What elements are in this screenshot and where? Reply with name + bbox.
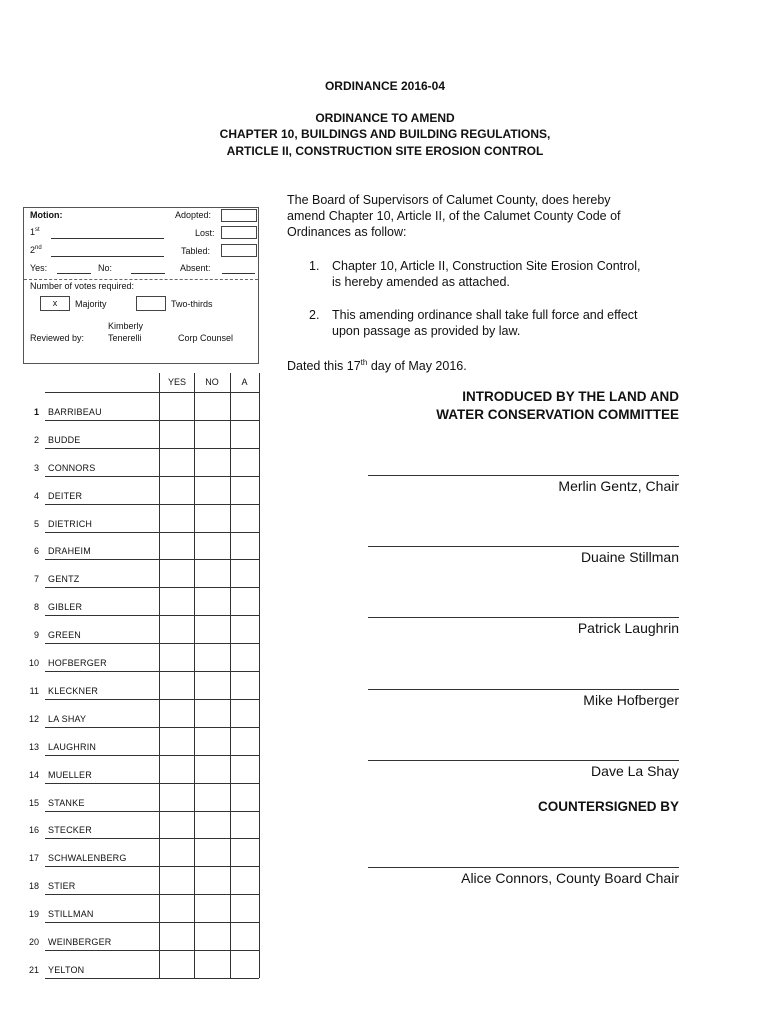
- item-2-number: 2.: [309, 308, 320, 322]
- table-column-line: [259, 373, 260, 978]
- two-thirds-label: Two-thirds: [171, 299, 213, 309]
- table-row-line: [45, 532, 259, 533]
- row-number: 8: [33, 602, 39, 613]
- member-name: BUDDE: [48, 434, 81, 445]
- title-line-3: ARTICLE II, CONSTRUCTION SITE EROSION CONTROL: [226, 144, 544, 158]
- row-number: 5: [33, 518, 39, 529]
- countersigned-label: COUNTERSIGNED BY: [537, 799, 679, 814]
- table-row-line: [45, 476, 259, 477]
- member-name: GENTZ: [48, 574, 80, 585]
- row-number: 3: [33, 462, 39, 473]
- title-line-1: ORDINANCE TO AMEND: [315, 111, 455, 125]
- no-line: [131, 273, 165, 274]
- row-number: 14: [28, 769, 39, 780]
- votes-required-label: Number of votes required:: [30, 281, 135, 291]
- motion-label: Motion:: [30, 210, 63, 220]
- yes-label: Yes:: [30, 263, 48, 273]
- row-number: 19: [28, 909, 39, 920]
- table-row-line: [45, 448, 259, 449]
- majority-label: Majority: [75, 299, 107, 309]
- countersigner-name: Alice Connors, County Board Chair: [461, 870, 679, 886]
- signature-line: [368, 760, 679, 761]
- row-number: 13: [28, 741, 39, 752]
- member-name: GREEN: [48, 630, 82, 641]
- row-number: 6: [33, 546, 39, 557]
- item-2-line-1: This amending ordinance shall take full force and effect: [332, 308, 638, 322]
- member-name: YELTON: [48, 964, 85, 975]
- introduced-by-line-2: WATER CONSERVATION COMMITTEE: [436, 407, 679, 422]
- member-name: HOFBERGER: [48, 658, 107, 668]
- lost-label: Lost:: [195, 228, 215, 238]
- reviewer-role: Corp Counsel: [178, 333, 234, 343]
- reviewer-last-name: Tenerelli: [108, 333, 142, 343]
- table-row-line: [45, 420, 259, 421]
- row-number: 17: [28, 853, 39, 864]
- table-row-line: [45, 504, 259, 505]
- col-header-absent: A: [241, 377, 248, 387]
- row-number: 20: [28, 937, 39, 947]
- second-label: 2nd: [30, 245, 42, 255]
- signer-name: Mike Hofberger: [583, 692, 679, 708]
- reviewed-by-label: Reviewed by:: [30, 333, 85, 343]
- table-row-line: [45, 783, 259, 784]
- table-column-line: [159, 373, 160, 978]
- signature-line: [368, 617, 679, 618]
- row-number: 4: [33, 490, 39, 501]
- item-1-number: 1.: [309, 259, 320, 273]
- col-header-yes: YES: [167, 377, 186, 387]
- row-number: 11: [29, 685, 39, 696]
- second-line: [51, 256, 164, 257]
- table-header-line: [45, 392, 259, 393]
- row-number: 2: [33, 434, 39, 445]
- row-number: 12: [28, 713, 39, 724]
- table-row-line: [45, 978, 259, 979]
- first-label: 1st: [30, 227, 40, 237]
- title-line-2: CHAPTER 10, BUILDINGS AND BUILDING REGULATIONS,: [219, 127, 551, 141]
- member-name: LA SHAY: [48, 713, 87, 724]
- table-row-line: [45, 671, 259, 672]
- member-name: GIBLER: [48, 602, 83, 613]
- signature-line: [368, 546, 679, 547]
- row-number: 7: [33, 574, 39, 585]
- table-row-line: [45, 559, 259, 560]
- member-name: DIETRICH: [48, 518, 93, 529]
- item-1-line-1: Chapter 10, Article II, Construction Site Erosion Control,: [332, 259, 641, 273]
- signer-name: Dave La Shay: [591, 763, 679, 779]
- row-number: 15: [28, 797, 39, 808]
- no-label: No:: [98, 263, 113, 273]
- signer-name: Merlin Gentz, Chair: [558, 478, 679, 494]
- intro-line-1: The Board of Supervisors of Calumet County, does hereby: [287, 193, 611, 207]
- item-1-line-2: is hereby amended as attached.: [332, 275, 510, 289]
- table-row-line: [45, 922, 259, 923]
- table-row-line: [45, 811, 259, 812]
- adopted-label: Adopted:: [175, 210, 212, 220]
- ordinance-number: ORDINANCE 2016-04: [324, 79, 446, 93]
- table-row-line: [45, 950, 259, 951]
- member-name: BARRIBEAU: [48, 406, 102, 417]
- member-name: STANKE: [48, 797, 85, 808]
- table-row-line: [45, 615, 259, 616]
- table-row-line: [45, 699, 259, 700]
- member-name: WEINBERGER: [48, 937, 112, 947]
- intro-line-2: amend Chapter 10, Article II, of the Calumet County Code of: [287, 209, 621, 223]
- intro-line-3: Ordinances as follow:: [287, 225, 407, 239]
- table-row-line: [45, 587, 259, 588]
- member-name: KLECKNER: [48, 685, 99, 696]
- reviewer-first-name: Kimberly: [108, 321, 144, 331]
- member-name: STIER: [48, 881, 76, 892]
- table-row-line: [45, 727, 259, 728]
- dated-line: Dated this 17th day of May 2016.: [287, 358, 467, 374]
- first-line: [51, 238, 164, 239]
- row-number: 1: [33, 406, 39, 417]
- table-row-line: [45, 643, 259, 644]
- member-name: MUELLER: [48, 769, 92, 780]
- signer-name: Patrick Laughrin: [577, 620, 679, 636]
- tabled-label: Tabled:: [181, 246, 211, 256]
- member-name: LAUGHRIN: [48, 741, 97, 752]
- table-row-line: [45, 838, 259, 839]
- member-name: DEITER: [48, 490, 83, 501]
- dashed-separator: [24, 279, 258, 280]
- signature-line: [368, 867, 679, 868]
- table-column-line: [230, 373, 231, 978]
- introduced-by-line-1: INTRODUCED BY THE LAND AND: [462, 389, 679, 404]
- tabled-box: [221, 244, 257, 257]
- member-name: CONNORS: [48, 462, 96, 473]
- item-2-line-2: upon passage as provided by law.: [332, 324, 521, 338]
- member-name: STILLMAN: [48, 909, 94, 920]
- table-row-line: [45, 894, 259, 895]
- absent-line: [222, 273, 255, 274]
- table-row-line: [45, 866, 259, 867]
- yes-line: [57, 273, 91, 274]
- absent-label: Absent:: [180, 263, 211, 273]
- signature-line: [368, 689, 679, 690]
- member-name: DRAHEIM: [48, 546, 91, 557]
- motion-box: [23, 207, 259, 364]
- signer-name: Duaine Stillman: [580, 549, 679, 565]
- table-column-line: [194, 373, 195, 978]
- signature-line: [368, 475, 679, 476]
- member-name: STECKER: [48, 825, 92, 836]
- lost-box: [221, 226, 257, 239]
- row-number: 9: [33, 630, 39, 641]
- adopted-box: [221, 209, 257, 222]
- member-name: SCHWALENBERG: [48, 853, 127, 864]
- row-number: 10: [28, 658, 39, 668]
- col-header-no: NO: [205, 377, 219, 387]
- row-number: 21: [28, 964, 39, 975]
- table-row-line: [45, 755, 259, 756]
- row-number: 18: [28, 881, 39, 892]
- majority-checkbox[interactable]: x: [40, 296, 70, 311]
- two-thirds-checkbox[interactable]: [136, 296, 166, 311]
- row-number: 16: [28, 825, 39, 836]
